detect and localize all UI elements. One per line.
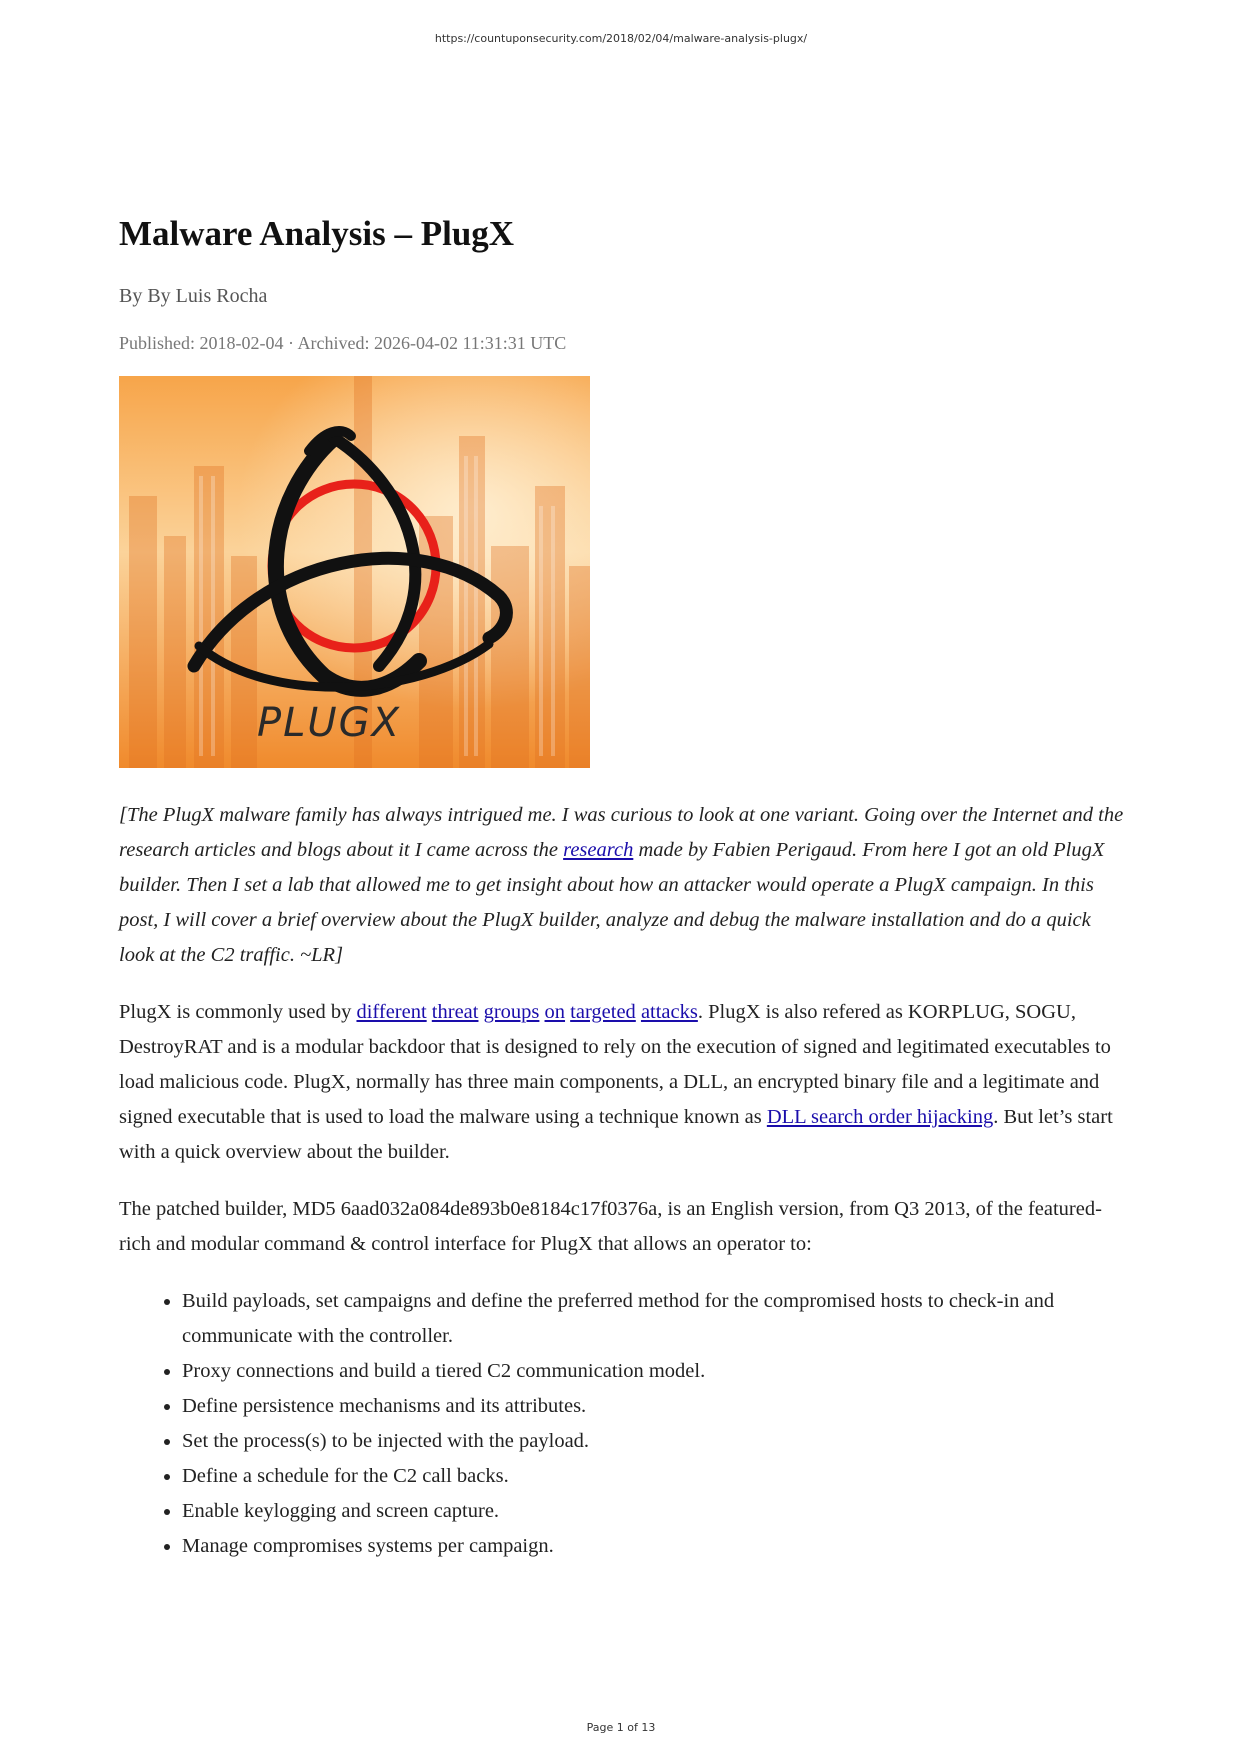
list-item: • Manage compromises systems per campaign. [182, 1529, 1129, 1564]
plugx-logo-text: PLUGX [256, 700, 402, 746]
paragraph-lead: PlugX is commonly used by [119, 1001, 357, 1023]
paragraph-overview [119, 995, 1129, 1170]
dll-search-order-hijacking-link[interactable]: DLL search order hijacking [766, 1106, 994, 1128]
link-different[interactable]: different [356, 1001, 427, 1023]
author-byline: By By Luis Rocha [119, 285, 268, 307]
intro-text-1: [The PlugX malware family has always intrigued me. I was curious to look at one variant. Going over the Internet and the research articles and blogs about it I came across the [119, 804, 1124, 861]
list-item: • Proxy connections and build a tiered C2 communication model. [182, 1354, 1129, 1389]
paragraph-middle: . PlugX is also refered as KORPLUG, SOGU, DestroyRAT and is a modular backdoor that is designed to rely on the execution of signed and legitimated executables to load malicious code. PlugX, normally has three main components, a DLL, an encrypted binary file and a legitimate and signed executable that is used to load the malware using a technique known as [119, 1001, 1111, 1128]
list-item: • Build payloads, set campaigns and define the preferred method for the compromised hosts to check-in and communicate with the controller. [182, 1284, 1129, 1354]
link-attacks[interactable]: attacks [640, 1001, 698, 1023]
link-groups[interactable]: groups [483, 1001, 540, 1023]
link-on[interactable]: on [544, 1001, 566, 1023]
intro-text-2: made by Fabien Perigaud. From here I got an old PlugX builder. Then I set a lab that allowed me to get insight about how an attacker would operate a PlugX campaign. In this post, I will cover a brief overview about the PlugX builder, analyze and debug the malware installation and do a quick look at the C2 traffic. ~LR] [119, 839, 1105, 966]
plugx-hero-image [119, 376, 590, 768]
capabilities-list [119, 1284, 1129, 1564]
link-targeted[interactable]: targeted [570, 1001, 636, 1023]
research-link[interactable]: research [563, 839, 634, 861]
intro-paragraph [119, 798, 1129, 973]
article [119, 210, 1129, 1564]
page-number: Page 1 of 13 [586, 1721, 656, 1734]
paragraph-builder: The patched builder, MD5 6aad032a084de893b0e8184c17f0376a, is an English version, from Q3 2013, of the featured-rich and modular command & control interface for PlugX that allows an operator to: [119, 1198, 1102, 1255]
print-header-url: https://countuponsecurity.com/2018/02/04/malware-analysis-plugx/ [434, 32, 808, 45]
link-threat[interactable]: threat [431, 1001, 479, 1023]
page-title: Malware Analysis – PlugX [119, 214, 515, 253]
list-item: • Enable keylogging and screen capture. [182, 1494, 1129, 1529]
list-item: • Define persistence mechanisms and its attributes. [182, 1389, 1129, 1424]
paragraph-tail: . But let’s start with a quick overview about the builder. [119, 1106, 1113, 1163]
list-item: • Set the process(s) to be injected with the payload. [182, 1424, 1129, 1459]
publish-meta: Published: 2018-02-04 · Archived: 2026-04-02 11:31:31 UTC [119, 333, 567, 353]
list-item: • Define a schedule for the C2 call backs. [182, 1459, 1129, 1494]
